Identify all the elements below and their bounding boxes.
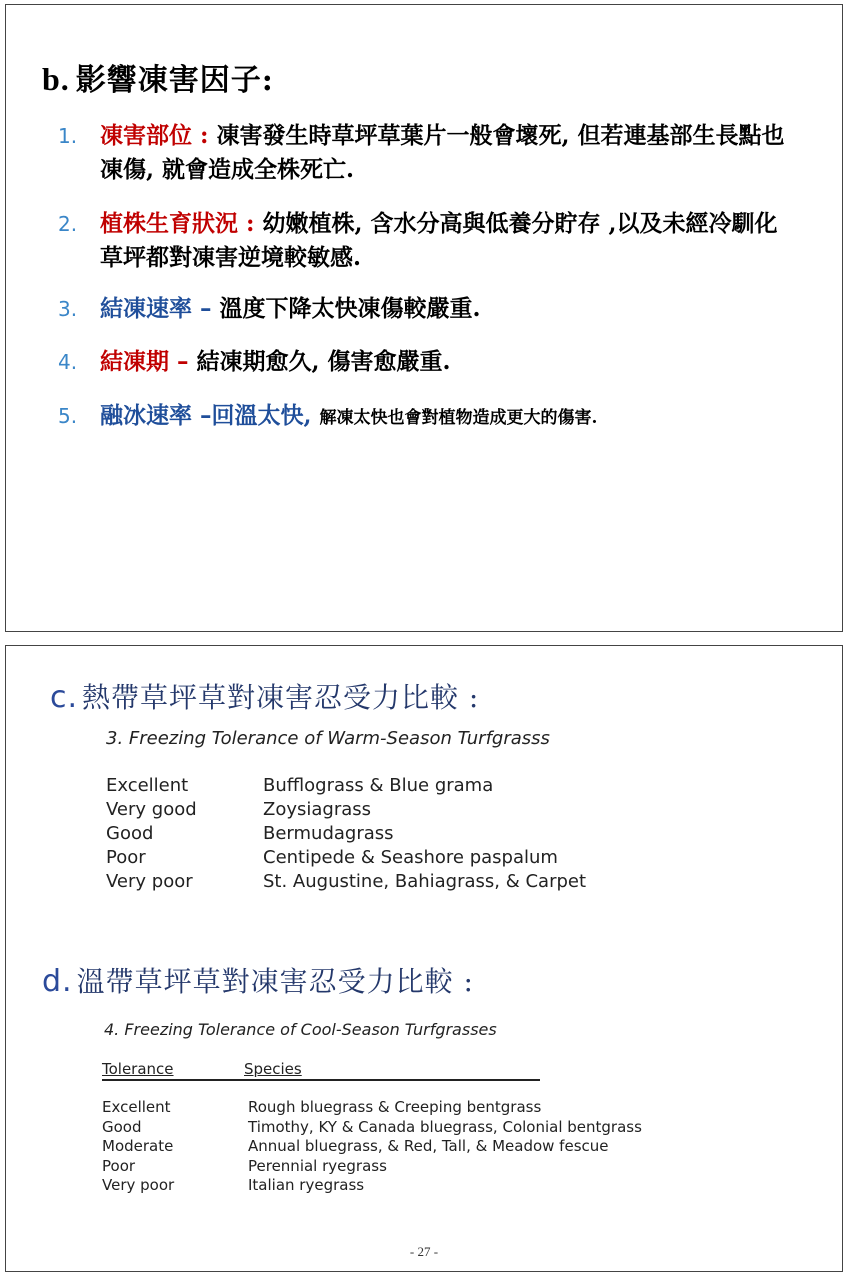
warm-season-heading xyxy=(50,676,479,716)
slide-b-heading-letter: b. xyxy=(42,61,70,97)
cool-season-table-header xyxy=(102,1059,540,1081)
species-cell: Timothy, KY & Canada bluegrass, Colonial bentgrass xyxy=(248,1117,642,1136)
factor-text: 凍害發生時草坪草葉片一般會壞死, 但若連基部生長點也凍傷, 就會造成全株死亡. xyxy=(100,122,785,183)
species-cell: Centipede & Seashore paspalum xyxy=(263,847,558,868)
species-column-header: Species xyxy=(244,1060,302,1078)
slide-b-heading xyxy=(42,55,274,99)
species-cell: Bufflograss & Blue grama xyxy=(263,775,494,796)
factor-label: 凍害部位 : xyxy=(100,122,209,149)
species-cell: Annual bluegrass, & Red, Tall, & Meadow fescue xyxy=(248,1137,609,1156)
factor-text: 解凍太快也會對植物造成更大的傷害. xyxy=(319,408,598,428)
factor-item xyxy=(58,207,798,275)
tolerance-cell: Poor xyxy=(102,1156,136,1175)
warm-season-heading-letter: c. xyxy=(50,680,79,715)
tolerance-cell: Very poor xyxy=(106,871,193,892)
tolerance-cell: Excellent xyxy=(102,1098,171,1116)
tolerance-cell: Excellent xyxy=(106,775,189,796)
cool-season-heading-text: 溫帶草坪草對凍害忍受力比較 : xyxy=(76,965,474,998)
warm-season-heading-text: 熱帶草坪草對凍害忍受力比較 : xyxy=(82,681,480,714)
factor-number: 3. xyxy=(58,297,78,321)
species-cell: Bermudagrass xyxy=(263,823,394,844)
warm-season-table-title: 3. Freezing Tolerance of Warm-Season Turfgrasss xyxy=(106,728,550,749)
factor-item xyxy=(58,399,798,435)
slide-b-heading-text: 影響凍害因子: xyxy=(75,63,274,98)
cool-season-table-title: 4. Freezing Tolerance of Cool-Season Turfgrasses xyxy=(104,1020,497,1039)
factor-label: 植株生育狀況 : xyxy=(100,210,255,237)
slide-freezing-tolerance xyxy=(5,645,843,1272)
cool-season-heading-letter: d. xyxy=(42,964,73,999)
slide-freezing-factors xyxy=(5,4,843,632)
page-number: - 27 - xyxy=(409,1244,439,1259)
factor-item xyxy=(58,119,798,187)
tolerance-cell: Moderate xyxy=(102,1137,174,1156)
factor-label: 融冰速率 –回溫太快, xyxy=(100,402,312,429)
factor-number: 1. xyxy=(58,124,78,148)
factor-number: 2. xyxy=(58,212,78,236)
tolerance-column-header: Tolerance xyxy=(102,1060,174,1078)
factor-text: 幼嫩植株, 含水分高與低養分貯存 ,以及未經冷馴化草坪都對凍害逆境較敏感. xyxy=(100,210,778,271)
tolerance-cell: Good xyxy=(102,1117,142,1136)
factor-number: 5. xyxy=(58,404,78,428)
tolerance-cell: Very poor xyxy=(102,1176,175,1195)
tolerance-cell: Poor xyxy=(106,847,146,868)
species-cell: Italian ryegrass xyxy=(248,1176,365,1195)
factor-label: 結凍期 – xyxy=(100,348,189,375)
factor-item xyxy=(58,292,798,326)
species-cell: Rough bluegrass & Creeping bentgrass xyxy=(248,1098,542,1116)
factor-text: 結凍期愈久, 傷害愈嚴重. xyxy=(196,348,451,375)
factor-number: 4. xyxy=(58,350,78,374)
factor-item xyxy=(58,345,798,379)
species-cell: St. Augustine, Bahiagrass, & Carpet xyxy=(263,871,587,892)
factor-label: 結凍速率 – xyxy=(100,295,212,322)
species-cell: Zoysiagrass xyxy=(263,799,372,820)
cool-season-heading xyxy=(42,960,474,1000)
tolerance-cell: Very good xyxy=(106,799,197,820)
tolerance-cell: Good xyxy=(106,823,154,844)
factor-text: 溫度下降太快凍傷較嚴重. xyxy=(219,295,481,322)
species-cell: Perennial ryegrass xyxy=(248,1156,387,1175)
